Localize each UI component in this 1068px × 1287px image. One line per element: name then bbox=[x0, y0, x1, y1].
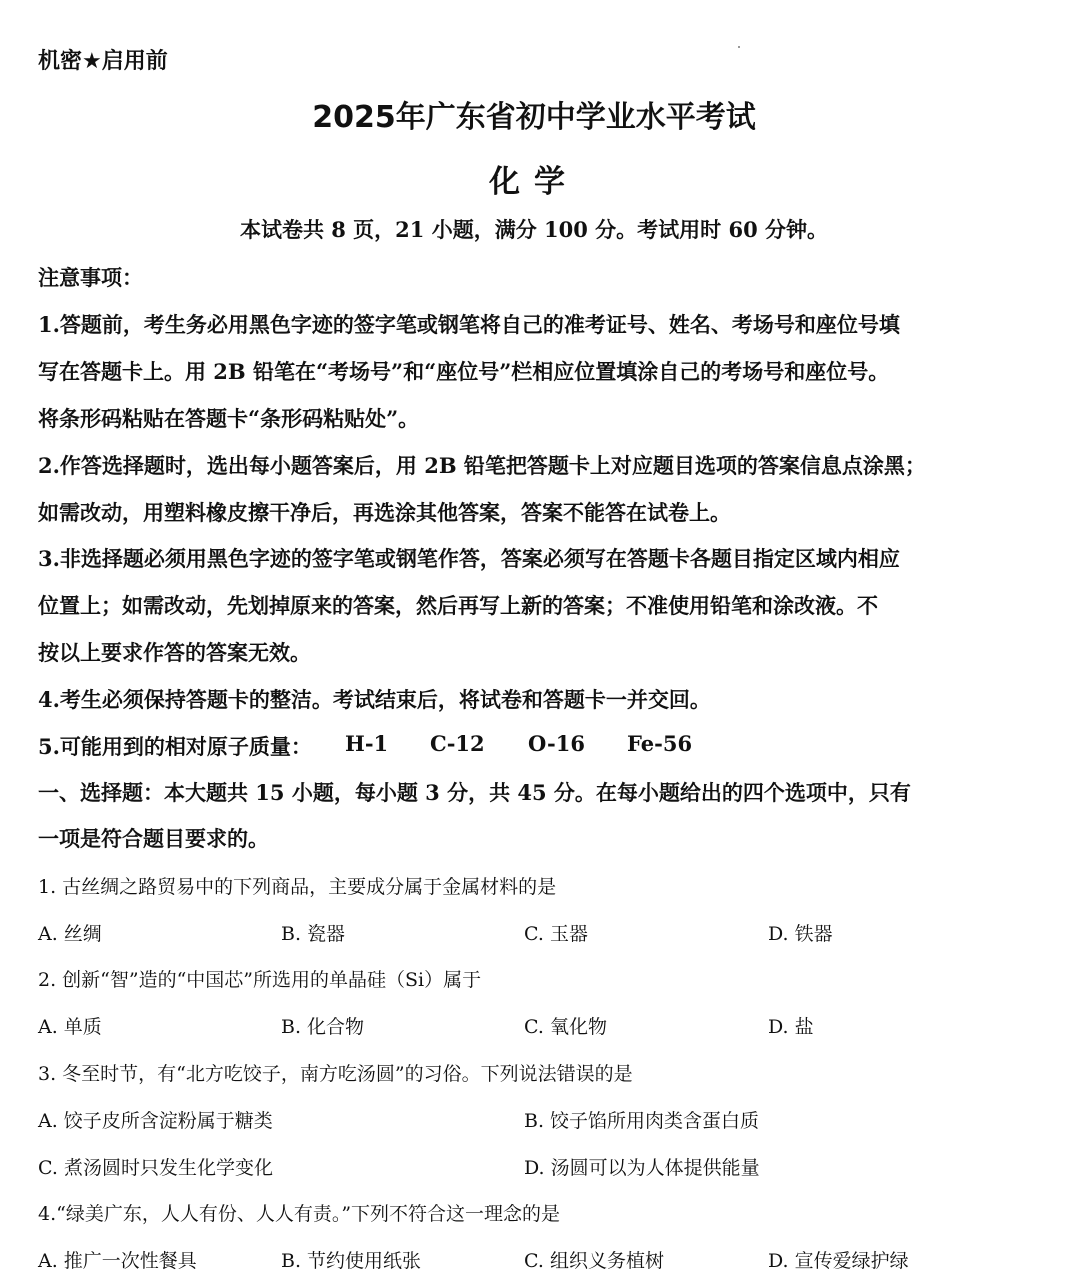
note-line: 4.考生必须保持答题卡的整洁。考试结束后，将试卷和答题卡一并交回。 bbox=[38, 687, 711, 712]
option-c: C. 玉器 bbox=[524, 923, 588, 945]
option-c: C. 氧化物 bbox=[524, 1016, 607, 1038]
question-stem: 4.“绿美广东，人人有份、人人有责。”下列不符合这一理念的是 bbox=[38, 1203, 561, 1225]
option-b: B. 节约使用纸张 bbox=[281, 1250, 422, 1272]
option-b: B. 瓷器 bbox=[281, 923, 346, 945]
option-a: A. 推广一次性餐具 bbox=[38, 1250, 197, 1272]
option-d: D. 铁器 bbox=[768, 923, 833, 945]
option-d: D. 汤圆可以为人体提供能量 bbox=[524, 1157, 760, 1179]
note-line: 2.作答选择题时，选出每小题答案后，用 2B 铅笔把答题卡上对应题目选项的答案信息点涂黑； bbox=[38, 453, 926, 478]
atomic-mass-item: O-16 bbox=[528, 731, 586, 756]
section-heading: 一项是符合题目要求的。 bbox=[38, 826, 269, 851]
option-a: A. 单质 bbox=[38, 1016, 102, 1038]
note-line: 写在答题卡上。用 2B 铅笔在“考场号”和“座位号”栏相应位置填涂自己的考场号和座位号。 bbox=[38, 359, 890, 384]
note-line: 如需改动，用塑料橡皮擦干净后，再选涂其他答案，答案不能答在试卷上。 bbox=[38, 500, 731, 525]
scan-dot bbox=[738, 46, 740, 48]
note-line: 1.答题前，考生务必用黑色字迹的签字笔或钢笔将自己的准考证号、姓名、考场号和座位号填 bbox=[38, 312, 900, 337]
note-line: 位置上；如需改动，先划掉原来的答案，然后再写上新的答案；不准使用铅笔和涂改液。不 bbox=[38, 593, 878, 618]
option-d: D. 盐 bbox=[768, 1016, 814, 1038]
option-a: A. 饺子皮所含淀粉属于糖类 bbox=[38, 1110, 273, 1132]
atomic-mass-item: Fe-56 bbox=[627, 731, 693, 756]
option-c: C. 煮汤圆时只发生化学变化 bbox=[38, 1157, 273, 1179]
atomic-mass-item: C-12 bbox=[430, 731, 485, 756]
note-line: 将条形码粘贴在答题卡“条形码粘贴处”。 bbox=[38, 406, 420, 431]
option-d: D. 宣传爱绿护绿 bbox=[768, 1250, 909, 1272]
atomic-mass-label: 5.可能用到的相对原子质量： bbox=[38, 734, 312, 759]
exam-title: 2025年广东省初中学业水平考试 bbox=[312, 100, 756, 135]
option-b: B. 饺子馅所用肉类含蛋白质 bbox=[524, 1110, 760, 1132]
option-c: C. 组织义务植树 bbox=[524, 1250, 664, 1272]
notes-heading: 注意事项： bbox=[38, 265, 143, 290]
option-b: B. 化合物 bbox=[281, 1016, 365, 1038]
note-line: 按以上要求作答的答案无效。 bbox=[38, 640, 311, 665]
section-heading: 一、选择题：本大题共 15 小题，每小题 3 分，共 45 分。在每小题给出的四个选项中，只有 bbox=[38, 780, 911, 805]
exam-info: 本试卷共 8 页，21 小题，满分 100 分。考试用时 60 分钟。 bbox=[239, 217, 829, 242]
option-a: A. 丝绸 bbox=[38, 923, 102, 945]
atomic-mass-line bbox=[38, 731, 312, 761]
note-line: 3.非选择题必须用黑色字迹的签字笔或钢笔作答，答案必须写在答题卡各题目指定区域内相应 bbox=[38, 546, 900, 571]
atomic-mass-item: H-1 bbox=[345, 731, 389, 756]
question-stem: 1. 古丝绸之路贸易中的下列商品，主要成分属于金属材料的是 bbox=[38, 876, 557, 898]
question-stem: 3. 冬至时节，有“北方吃饺子，南方吃汤圆”的习俗。下列说法错误的是 bbox=[38, 1063, 633, 1085]
confidential-mark: 机密★启用前 bbox=[38, 49, 168, 74]
subject-title: 化学 bbox=[489, 164, 579, 200]
question-stem: 2. 创新“智”造的“中国芯”所选用的单晶硅（Si）属于 bbox=[38, 969, 482, 991]
